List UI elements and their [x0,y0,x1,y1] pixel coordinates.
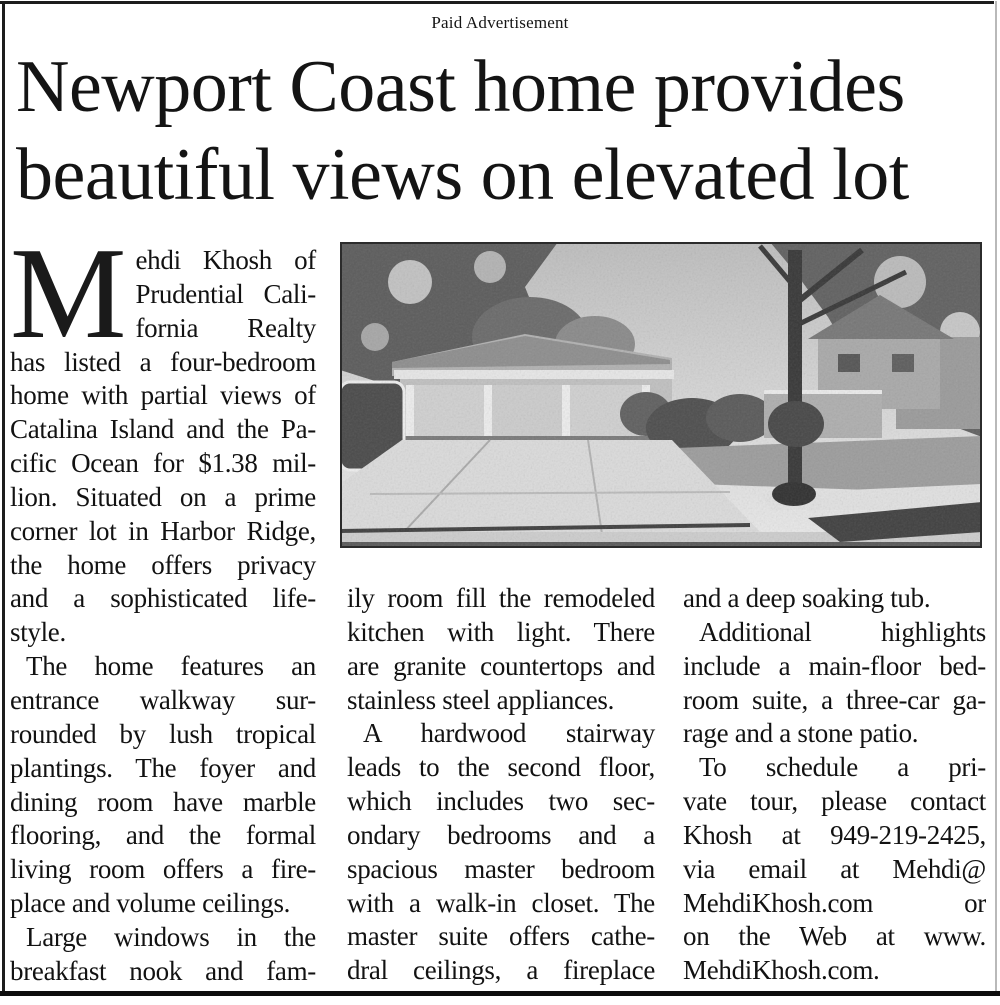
article-line: Catalina Island and the Pa- [10,414,316,445]
paid-advertisement-label: Paid Advertisement [431,13,569,32]
article-line: ondary bedrooms and a [347,819,655,850]
article-line: A hardwood stairway [363,718,655,749]
article-line: and a sophisticated life- [10,583,316,614]
article-line: the home offers privacy [10,549,316,580]
article-line: Additional highlights [699,616,986,647]
article-line: rage and a stone patio. [683,718,919,749]
property-photo [340,242,982,548]
article-line: dral ceilings, a fireplace [347,955,655,986]
page-border-top [0,1,994,4]
article-line: style. [10,617,66,648]
headline-line-1: Newport Coast home provides [16,46,905,128]
article-line: The home features an [26,651,316,682]
article-line: cific Ocean for $1.38 mil- [10,448,316,479]
article-line: spacious master bedroom [347,853,655,884]
article-line: fornia Realty [135,312,316,343]
article-line: rounded by lush tropical [10,718,316,749]
article-line: corner lot in Harbor Ridge, [10,515,316,546]
article-line: stainless steel appliances. [347,684,615,715]
headline [16,43,988,219]
article-line: has listed a four-bedroom [10,346,316,377]
article-line: with a walk-in closet. The [347,887,655,918]
article-line: place and volume ceilings. [10,888,291,919]
headline-line-2: beautiful views on elevated lot [16,134,909,216]
article-line: vate tour, please contact [683,786,986,817]
article-line: Prudential Cali- [135,278,316,309]
article-line: master suite offers cathe- [347,921,655,952]
page-border-right [995,1,997,993]
page-border-bottom [0,991,1000,996]
article-line: dining room have marble [10,786,316,817]
article-line: entrance walkway sur- [10,684,316,715]
article-line: which includes two sec- [347,786,655,817]
article-line: include a main-floor bed- [683,650,986,681]
article-line: MehdiKhosh.com. [683,955,880,986]
property-photo-illustration [340,242,982,548]
article-line: kitchen with light. There [347,616,655,647]
article-line: plantings. The foyer and [10,752,316,783]
article-line: ehdi Khosh of [135,245,316,275]
article-line: breakfast nook and fam- [10,955,316,986]
article-line: via email at Mehdi@ [683,853,986,884]
article-line: lion. Situated on a prime [10,481,316,512]
article-line: To schedule a pri- [699,752,986,783]
article-line: home with partial views of [10,380,316,411]
article-line: living room offers a fire- [10,854,316,885]
article-line: leads to the second floor, [347,752,655,783]
article-line: Large windows in the [26,921,316,952]
article-line: Khosh at 949-219-2425, [683,819,986,850]
page-border-left [2,1,5,994]
article-line: and a deep soaking tub. [683,583,931,613]
article-line: ily room fill the remodeled [347,583,655,613]
article-column-left [10,221,316,989]
article-line: on the Web at www. [683,921,986,952]
article-column-right [683,582,986,988]
article-line: flooring, and the formal [10,820,316,851]
article-line: MehdiKhosh.com or [683,887,986,918]
article-column-middle [347,582,655,988]
article-line: room suite, a three-car ga- [683,684,986,715]
drop-cap: M [10,221,127,366]
article-line: are granite countertops and [347,650,655,681]
